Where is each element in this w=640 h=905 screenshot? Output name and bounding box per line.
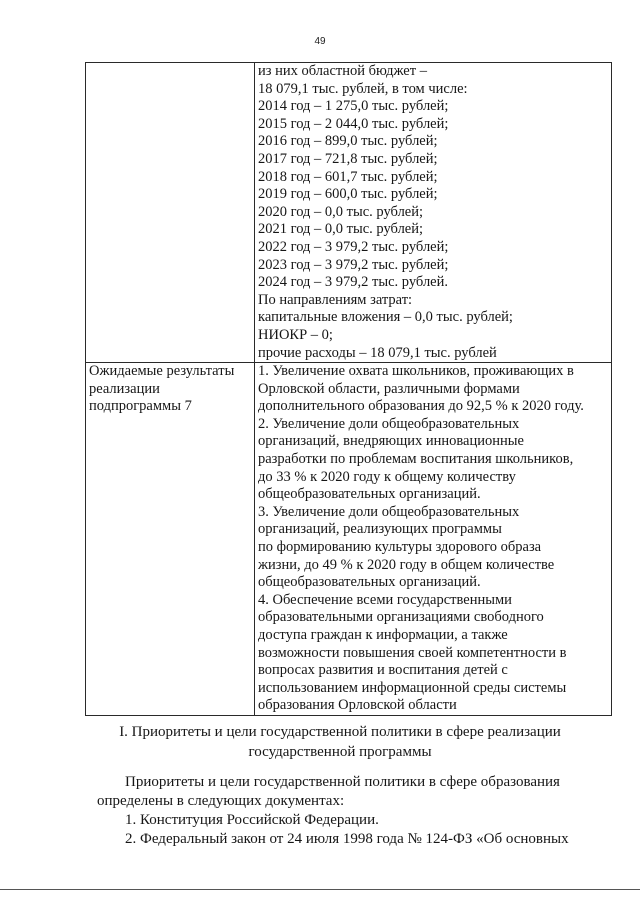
- budget-line: капитальные вложения – 0,0 тыс. рублей;: [258, 309, 513, 326]
- budget-line: 2015 год – 2 044,0 тыс. рублей;: [258, 115, 449, 132]
- section-title-line: I. Приоритеты и цели государственной политики в сфере реализации: [119, 724, 561, 740]
- label-line: подпрограммы 7: [89, 398, 192, 415]
- budget-line: НИОКР – 0;: [258, 326, 333, 343]
- section-title-line: государственной программы: [248, 744, 432, 760]
- budget-table: [85, 62, 612, 716]
- result-line: образовательными организациями свободного: [258, 609, 544, 626]
- label-line: Ожидаемые результаты: [89, 363, 235, 380]
- result-line: по формированию культуры здорового образа: [258, 539, 542, 556]
- result-line: доступа граждан к информации, а также: [258, 627, 508, 643]
- result-line: 2. Увеличение доли общеобразовательных: [258, 415, 520, 432]
- budget-line: из них областной бюджет –: [258, 63, 427, 79]
- budget-line: 2022 год – 3 979,2 тыс. рублей;: [258, 238, 449, 255]
- budget-line: 18 079,1 тыс. рублей, в том числе:: [258, 80, 468, 97]
- budget-line: 2018 год – 601,7 тыс. рублей;: [258, 168, 438, 185]
- result-line: образования Орловской области: [258, 697, 457, 714]
- table-row: [86, 363, 612, 716]
- budget-line: 2017 год – 721,8 тыс. рублей;: [258, 150, 438, 167]
- budget-line: По направлениям затрат:: [258, 291, 413, 308]
- budget-line: 2019 год – 600,0 тыс. рублей;: [258, 186, 438, 203]
- label-line: реализации: [89, 380, 160, 397]
- budget-line: 2020 год – 0,0 тыс. рублей;: [258, 203, 424, 220]
- page-number: 49: [314, 36, 326, 47]
- result-line: 4. Обеспечение всеми государственными: [258, 591, 512, 608]
- result-line: дополнительного образования до 92,5 % к 2020 году.: [258, 398, 584, 415]
- row1-value-cell: [255, 63, 612, 363]
- result-line: организаций, реализующих программы: [258, 521, 502, 538]
- list-item: 2. Федеральный закон от 24 июля 1998 года № 124-ФЗ «Об основных: [125, 831, 569, 847]
- result-line: общеобразовательных организаций.: [258, 574, 481, 591]
- result-line: разработки по проблемам воспитания школьников,: [258, 451, 574, 468]
- result-line: вопросах развития и воспитания детей с: [258, 662, 508, 679]
- intro-line: определены в следующих документах:: [97, 793, 345, 809]
- budget-line: 2023 год – 3 979,2 тыс. рублей;: [258, 256, 449, 273]
- budget-line: 2024 год – 3 979,2 тыс. рублей.: [258, 274, 449, 291]
- budget-line: 2016 год – 899,0 тыс. рублей;: [258, 133, 438, 150]
- row2-label-cell: [86, 363, 255, 716]
- result-line: использованием информационной среды системы: [258, 679, 567, 696]
- row1-label-cell: [86, 63, 255, 363]
- intro-line: Приоритеты и цели государственной политики в сфере образования: [125, 774, 560, 790]
- table-row: [86, 63, 612, 363]
- result-line: до 33 % к 2020 году к общему количеству: [258, 468, 516, 485]
- budget-line: 2021 год – 0,0 тыс. рублей;: [258, 221, 424, 238]
- result-line: организаций, внедряющих инновационные: [258, 433, 524, 450]
- page-bottom-rule: [0, 889, 640, 890]
- result-line: общеобразовательных организаций.: [258, 486, 481, 503]
- result-line: жизни, до 49 % к 2020 году в общем количестве: [258, 556, 555, 573]
- body-text: [97, 773, 589, 849]
- section-title: [80, 722, 600, 762]
- result-line: Орловской области, различными формами: [258, 380, 520, 397]
- result-line: возможности повышения своей компетентности в: [258, 644, 567, 661]
- budget-line: 2014 год – 1 275,0 тыс. рублей;: [258, 98, 449, 115]
- budget-line: прочие расходы – 18 079,1 тыс. рублей: [258, 344, 497, 361]
- list-item: 1. Конституция Российской Федерации.: [125, 812, 379, 828]
- result-line: 1. Увеличение охвата школьников, проживающих в: [258, 363, 574, 380]
- row2-results-cell: [255, 363, 612, 716]
- result-line: 3. Увеличение доли общеобразовательных: [258, 503, 520, 520]
